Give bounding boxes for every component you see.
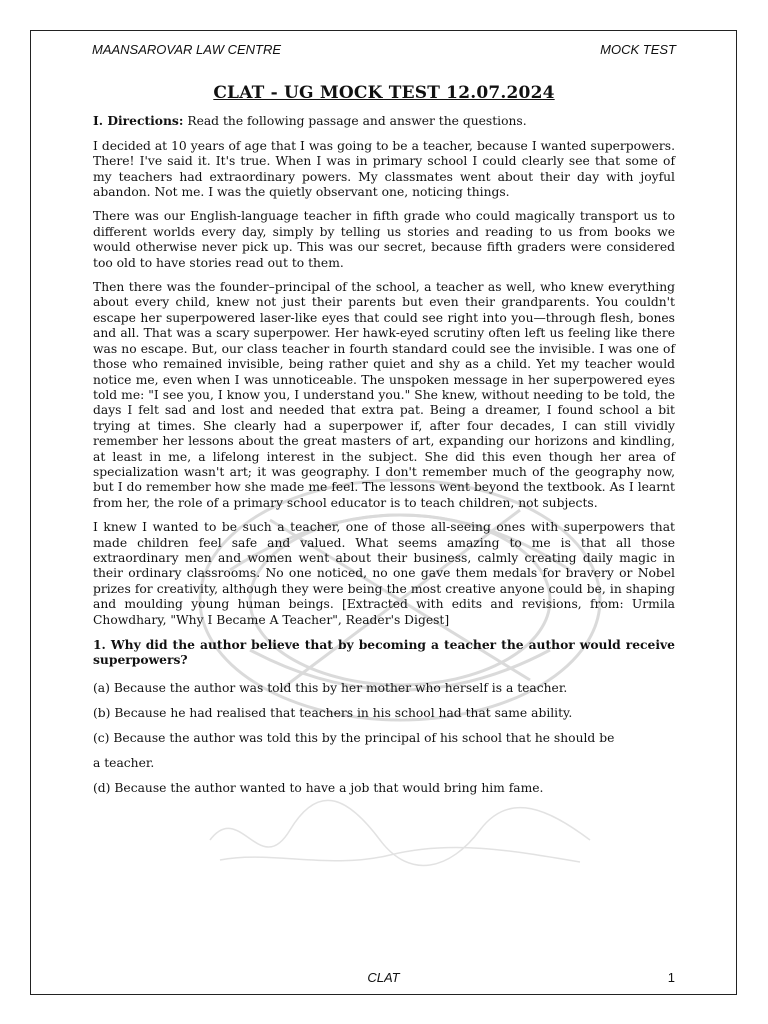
page-number: 1 <box>667 970 675 985</box>
footer-center-text: CLAT <box>367 970 400 985</box>
option-c-continued: a teacher. <box>93 755 155 770</box>
header-right-text: MOCK TEST <box>600 42 676 57</box>
passage-paragraph-4: I knew I wanted to be such a teacher, one of those all-seeing ones with superpowers that made children feel safe and valued. What seems amazing to me is that all those extraordinary men and women went about their business, calmly creating daily magic in their ordinary classrooms. No one noticed, no one gave them medals for bravery or Nobel prizes for creativity, although they were being the most creative anyone could be, in shaping and moulding young human beings. [Extracted with edits and revisions, from: Urmila Chowdhary, "Why I Became A Teacher", Reader's Digest] <box>93 520 675 627</box>
directions-text: Read the following passage and answer the questions. <box>183 114 527 129</box>
document-body <box>93 83 675 801</box>
page-header <box>92 42 676 57</box>
passage-paragraph-3: Then there was the founder–principal of the school, a teacher as well, who knew everything about every child, knew not just their parents but even their grandparents. You couldn't escape her superpowered laser-like eyes that could see right into you—through flesh, bones and all. That was a scary superpower. Her hawk-eyed scrutiny often left us feeling like there was no escape. But, our class teacher in fourth standard could see the invisible. I was one of those who remained invisible, being rather quiet and shy as a child. Yet my teacher would notice me, even when I was unnoticeable. The unspoken message in her superpowered eyes told me: "I see you, I know you, I understand you." She knew, without needing to be told, the days I felt sad and lost and needed that extra pat. Being a dreamer, I found school a bit trying at times. She clearly had a superpower if, after four decades, I can still vividly remember her lessons about the great masters of art, expanding our horizons and kindling, at least in me, a lifelong interest in the subject. She did this even though her area of specialization wasn't art; it was geography. I don't remember much of the geography now, but I do remember how she made me feel. The lessons went beyond the textbook. As I learnt from her, the role of a primary school educator is to teach children, not subjects. <box>93 280 675 510</box>
option-d: (d) Because the author wanted to have a job that would bring him fame. <box>93 780 544 795</box>
passage-paragraph-2: There was our English-language teacher in fifth grade who could magically transport us to different worlds every day, simply by telling us stories and reading to us from books we would otherwise never pick up. This was our secret, because fifth graders were considered too old to have stories read out to them. <box>93 209 675 270</box>
header-left-text: MAANSAROVAR LAW CENTRE <box>92 42 282 57</box>
passage-paragraph-1: I decided at 10 years of age that I was going to be a teacher, because I wanted superpowers. There! I've said it. It's true. When I was in primary school I could clearly see that some of my teachers had extraordinary powers. My classmates went about their day with joyful abandon. Not me. I was the quietly observant one, noticing things. <box>93 138 675 200</box>
directions-label: I. Directions: <box>93 113 184 129</box>
page-title: CLAT - UG MOCK TEST 12.07.2024 <box>213 83 555 103</box>
option-b: (b) Because he had realised that teachers in his school had that same ability. <box>93 705 573 720</box>
directions <box>93 113 675 129</box>
option-c: (c) Because the author was told this by the principal of his school that he should be <box>93 730 615 745</box>
question-1: 1. Why did the author believe that by becoming a teacher the author would receive superpowers? <box>93 637 675 668</box>
option-a: (a) Because the author was told this by her mother who herself is a teacher. <box>93 680 568 695</box>
